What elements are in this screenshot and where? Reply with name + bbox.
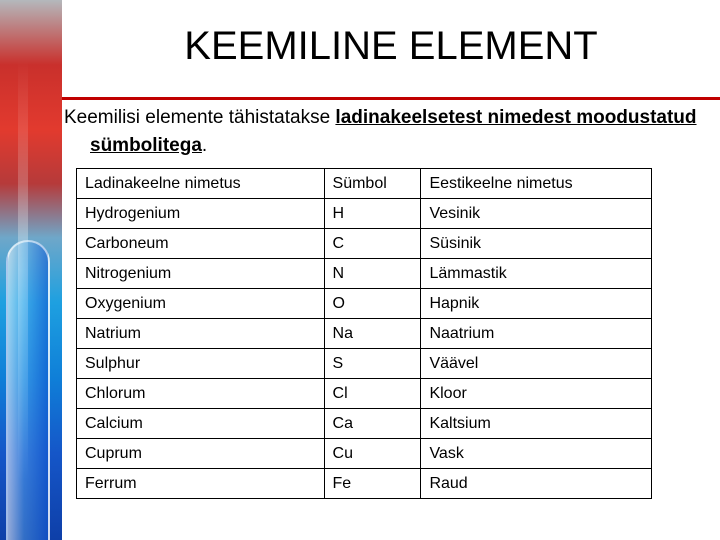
table-header-row (77, 169, 652, 199)
symbol-cell: Ca (324, 409, 421, 439)
latin-name-cell: Chlorum (77, 379, 325, 409)
latin-name-cell: Cuprum (77, 439, 325, 469)
symbol-cell: Cl (324, 379, 421, 409)
header-symbol: Sümbol (324, 169, 421, 199)
bullet-end: . (201, 135, 208, 156)
estonian-name-cell: Vesinik (421, 199, 652, 229)
symbol-cell: O (324, 289, 421, 319)
bullet-point (64, 104, 712, 160)
symbol-cell: S (324, 349, 421, 379)
header-estonian-name: Eestikeelne nimetus (421, 169, 652, 199)
test-tube-image (0, 0, 62, 540)
estonian-name-cell: Raud (421, 469, 652, 499)
table-row (77, 379, 652, 409)
estonian-name-cell: Süsinik (421, 229, 652, 259)
title-divider (62, 97, 720, 100)
latin-name-cell: Natrium (77, 319, 325, 349)
table-row (77, 199, 652, 229)
symbol-cell: N (324, 259, 421, 289)
latin-name-cell: Oxygenium (77, 289, 325, 319)
latin-name-cell: Calcium (77, 409, 325, 439)
symbol-cell: Fe (324, 469, 421, 499)
estonian-name-cell: Väävel (421, 349, 652, 379)
estonian-name-cell: Kloor (421, 379, 652, 409)
estonian-name-cell: Vask (421, 439, 652, 469)
elements-table (76, 168, 652, 499)
latin-name-cell: Ferrum (77, 469, 325, 499)
symbol-cell: H (324, 199, 421, 229)
symbol-cell: Cu (324, 439, 421, 469)
estonian-name-cell: Naatrium (421, 319, 652, 349)
header-latin-name: Ladinakeelne nimetus (77, 169, 325, 199)
table-row (77, 259, 652, 289)
test-tube-icon (6, 240, 50, 540)
table-row (77, 229, 652, 259)
table-row (77, 319, 652, 349)
latin-name-cell: Sulphur (77, 349, 325, 379)
symbol-cell: Na (324, 319, 421, 349)
bullet-emphasis: ladinakeelsetest nimedest moodustatud sümbolitega (90, 107, 697, 156)
table-row (77, 439, 652, 469)
estonian-name-cell: Lämmastik (421, 259, 652, 289)
table-row (77, 289, 652, 319)
slide-title: KEEMILINE ELEMENT (184, 24, 598, 68)
latin-name-cell: Nitrogenium (77, 259, 325, 289)
estonian-name-cell: Hapnik (421, 289, 652, 319)
symbol-cell: C (324, 229, 421, 259)
estonian-name-cell: Kaltsium (421, 409, 652, 439)
table-row (77, 409, 652, 439)
bullet-text: Keemilisi elemente tähistatakse (64, 107, 336, 128)
table-row (77, 349, 652, 379)
table-row (77, 469, 652, 499)
latin-name-cell: Carboneum (77, 229, 325, 259)
latin-name-cell: Hydrogenium (77, 199, 325, 229)
